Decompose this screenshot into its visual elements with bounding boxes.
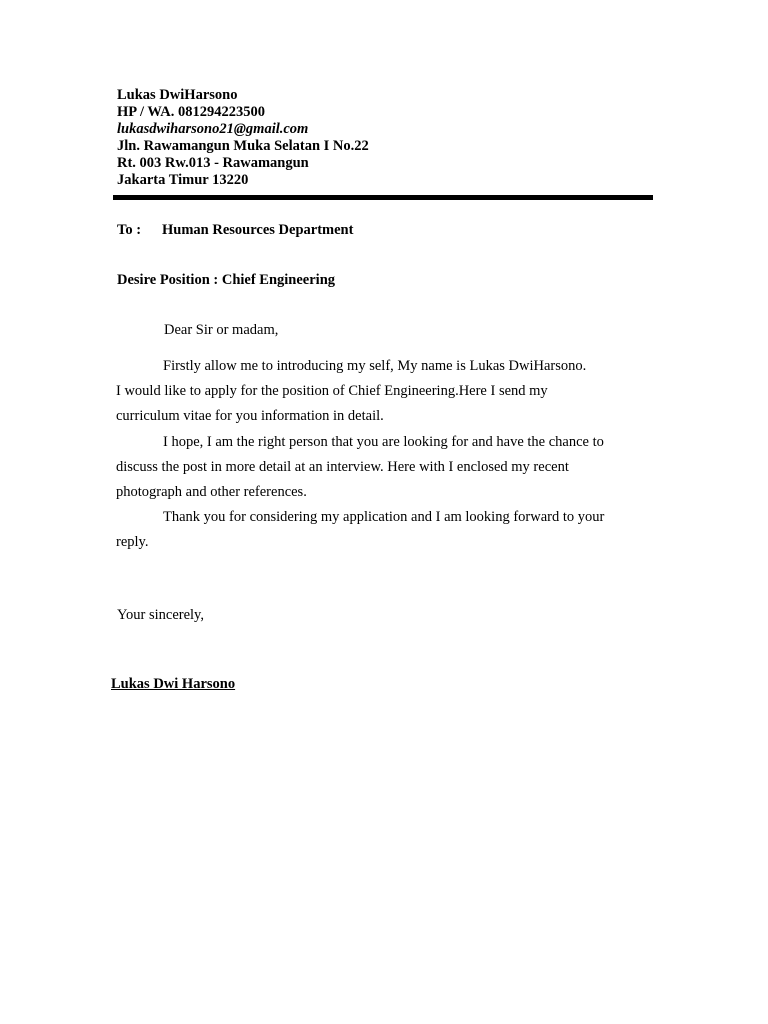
body-line: I would like to apply for the position of Chief Engineering.Here I send my — [116, 383, 548, 400]
sender-email: lukasdwiharsono21@gmail.com — [117, 121, 309, 137]
body-line: reply. — [116, 534, 149, 551]
sender-address-line-2: Rt. 003 Rw.013 - Rawamangun — [117, 155, 309, 171]
letter-body — [116, 354, 638, 556]
sender-block — [117, 87, 369, 189]
recipient-label: To : — [117, 222, 142, 238]
body-line: Thank you for considering my application and I am looking forward to your — [163, 509, 605, 526]
body-line: Firstly allow me to introducing my self, My name is Lukas DwiHarsono. — [163, 358, 587, 374]
sender-name: Lukas DwiHarsono — [117, 87, 238, 103]
sender-address-line-3: Jakarta Timur 13220 — [117, 172, 249, 188]
sender-address-line-1: Jln. Rawamangun Muka Selatan I No.22 — [117, 138, 369, 154]
body-line: I hope, I am the right person that you are looking for and have the chance to — [163, 433, 604, 450]
body-line: discuss the post in more detail at an interview. Here with I enclosed my recent — [116, 458, 569, 475]
header-divider — [113, 195, 653, 200]
recipient-line — [117, 222, 353, 239]
sender-phone: HP / WA. 081294223500 — [117, 104, 265, 120]
recipient-department: Human Resources Department — [162, 222, 354, 238]
salutation: Dear Sir or madam, — [164, 322, 279, 338]
body-line: curriculum vitae for you information in detail. — [116, 408, 384, 425]
desired-position: Desire Position : Chief Engineering — [117, 272, 336, 288]
body-line: photograph and other references. — [116, 484, 307, 501]
closing: Your sincerely, — [117, 607, 204, 623]
signature-name: Lukas Dwi Harsono — [111, 676, 236, 692]
